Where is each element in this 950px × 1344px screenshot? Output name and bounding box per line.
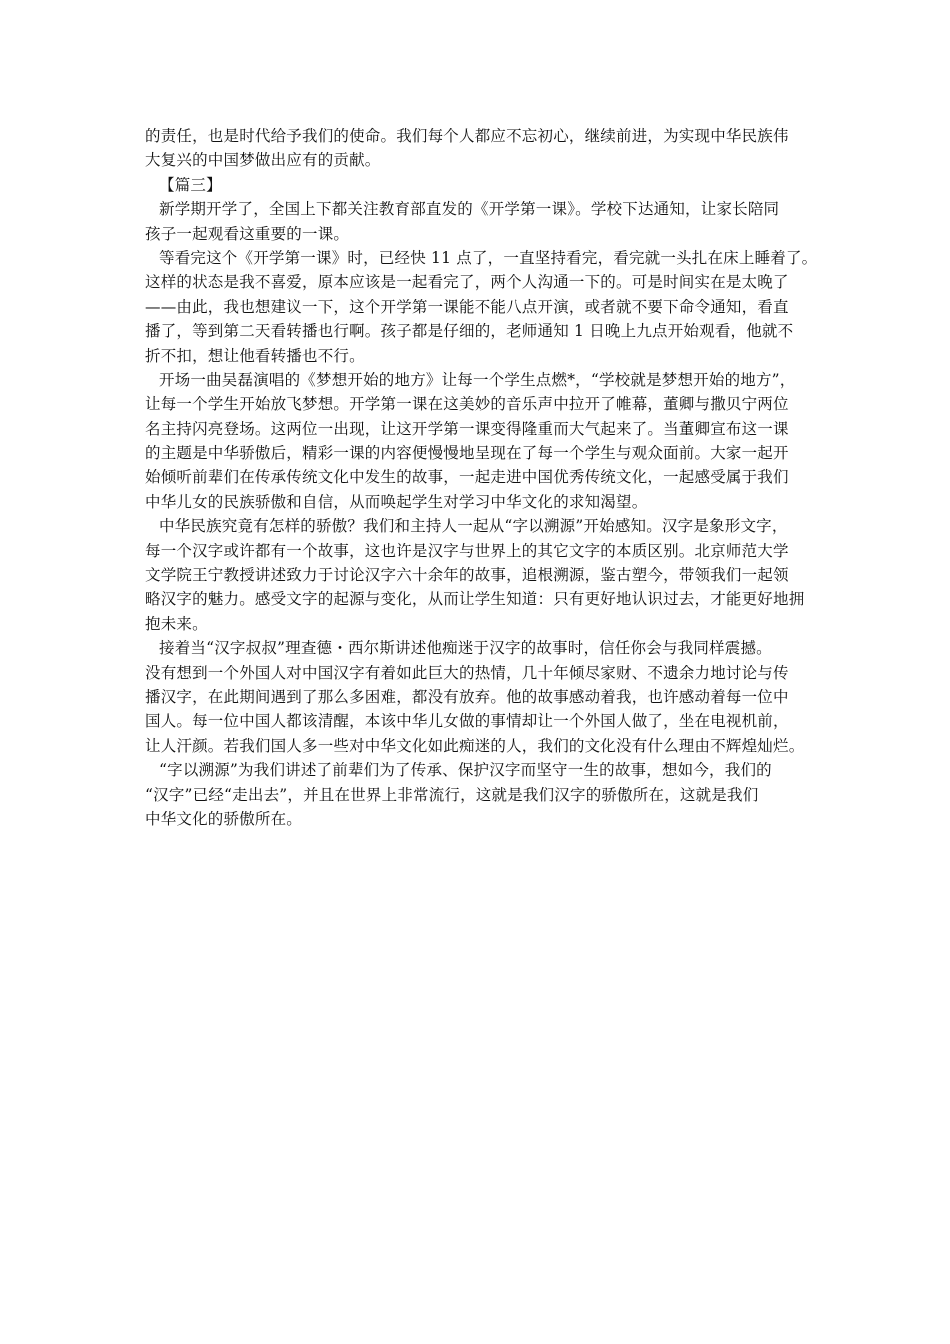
text-line: 名主持闪亮登场。这两位一出现，让这开学第一课变得隆重而大气起来了。当董卿宣布这一课 — [145, 419, 789, 438]
text-line: 始倾听前辈们在传承传统文化中发生的故事，一起走进中国优秀传统文化，一起感受属于我们 — [145, 468, 789, 487]
text-line: 抱未来。 — [145, 614, 208, 633]
text-line: 让人汗颜。若我们国人多一些对中华文化如此痴迷的人，我们的文化没有什么理由不辉煌灿烂。 — [145, 736, 805, 755]
text-line: “汉字”已经“走出去”，并且在世界上非常流行，这就是我们汉字的骄傲所在，这就是我们 — [145, 785, 759, 804]
document-body — [145, 124, 825, 831]
text-line: 文学院王宁教授讲述致力于讨论汉字六十余年的故事，追根溯源，鉴古塑今，带领我们一起领 — [145, 566, 789, 585]
text-line: 的主题是中华骄傲后，精彩一课的内容便慢慢地呈现在了每一个学生与观众面前。大家一起开 — [145, 444, 789, 463]
text-line: 播了，等到第二天看转播也行啊。孩子都是仔细的，老师通知 1 日晚上九点开始观看，他就不 — [145, 322, 794, 341]
text-line: 折不扣，想让他看转播也不行。 — [145, 346, 365, 365]
text-line: 接着当“汉字叔叔”理查德・西尔斯讲述他痴迷于汉字的故事时，信任你会与我同样震撼。 — [159, 639, 772, 658]
text-line: 每一个汉字或许都有一个故事，这也许是汉字与世界上的其它文字的本质区别。北京师范大学 — [145, 541, 789, 560]
text-line: 没有想到一个外国人对中国汉字有着如此巨大的热情，几十年倾尽家财、不遗余力地讨论与传 — [145, 663, 789, 682]
text-line: 开场一曲吴磊演唱的《梦想开始的地方》让每一个学生点燃*，“学校就是梦想开始的地方”， — [159, 370, 796, 389]
text-line: 国人。每一位中国人都该清醒，本该中华儿女做的事情却让一个外国人做了，坐在电视机前， — [145, 712, 789, 731]
text-line: 新学期开学了，全国上下都关注教育部直发的《开学第一课》。学校下达通知，让家长陪同 — [159, 200, 780, 219]
text-line: 中华民族究竟有怎样的骄傲？我们和主持人一起从“字以溯源”开始感知。汉字是象形文字， — [159, 517, 788, 536]
text-line: 等看完这个《开学第一课》时，已经快 11 点了，一直坚持看完，看完就一头扎在床上睡着了。 — [159, 248, 818, 267]
text-line: “字以溯源”为我们讲述了前辈们为了传承、保护汉字而坚守一生的故事，想如今，我们的 — [159, 761, 772, 780]
section-heading: 【篇三】 — [159, 175, 222, 194]
text-line: 的责任，也是时代给予我们的使命。我们每个人都应不忘初心，继续前进，为实现中华民族伟 — [145, 127, 789, 145]
text-line: 播汉字，在此期间遇到了那么多困难，都没有放弃。他的故事感动着我，也许感动着每一位中 — [145, 687, 789, 706]
text-line: 这样的状态是我不喜爱，原本应该是一起看完了，两个人沟通一下的。可是时间实在是太晚了 — [145, 273, 789, 292]
text-line: 中华儿女的民族骄傲和自信，从而唤起学生对学习中华文化的求知渴望。 — [145, 492, 648, 511]
text-line: 让每一个学生开始放飞梦想。开学第一课在这美妙的音乐声中拉开了帷幕，董卿与撒贝宁两位 — [145, 395, 789, 414]
text-line: 略汉字的魅力。感受文字的起源与变化，从而让学生知道：只有更好地认识过去，才能更好地拥 — [145, 590, 805, 609]
text-line: 中华文化的骄傲所在。 — [145, 809, 303, 828]
text-line: ——由此，我也想建议一下，这个开学第一课能不能八点开演，或者就不要下命令通知，看直 — [145, 297, 789, 316]
text-line: 孩子一起观看这重要的一课。 — [145, 224, 350, 243]
text-line: 大复兴的中国梦做出应有的贡献。 — [145, 151, 381, 170]
